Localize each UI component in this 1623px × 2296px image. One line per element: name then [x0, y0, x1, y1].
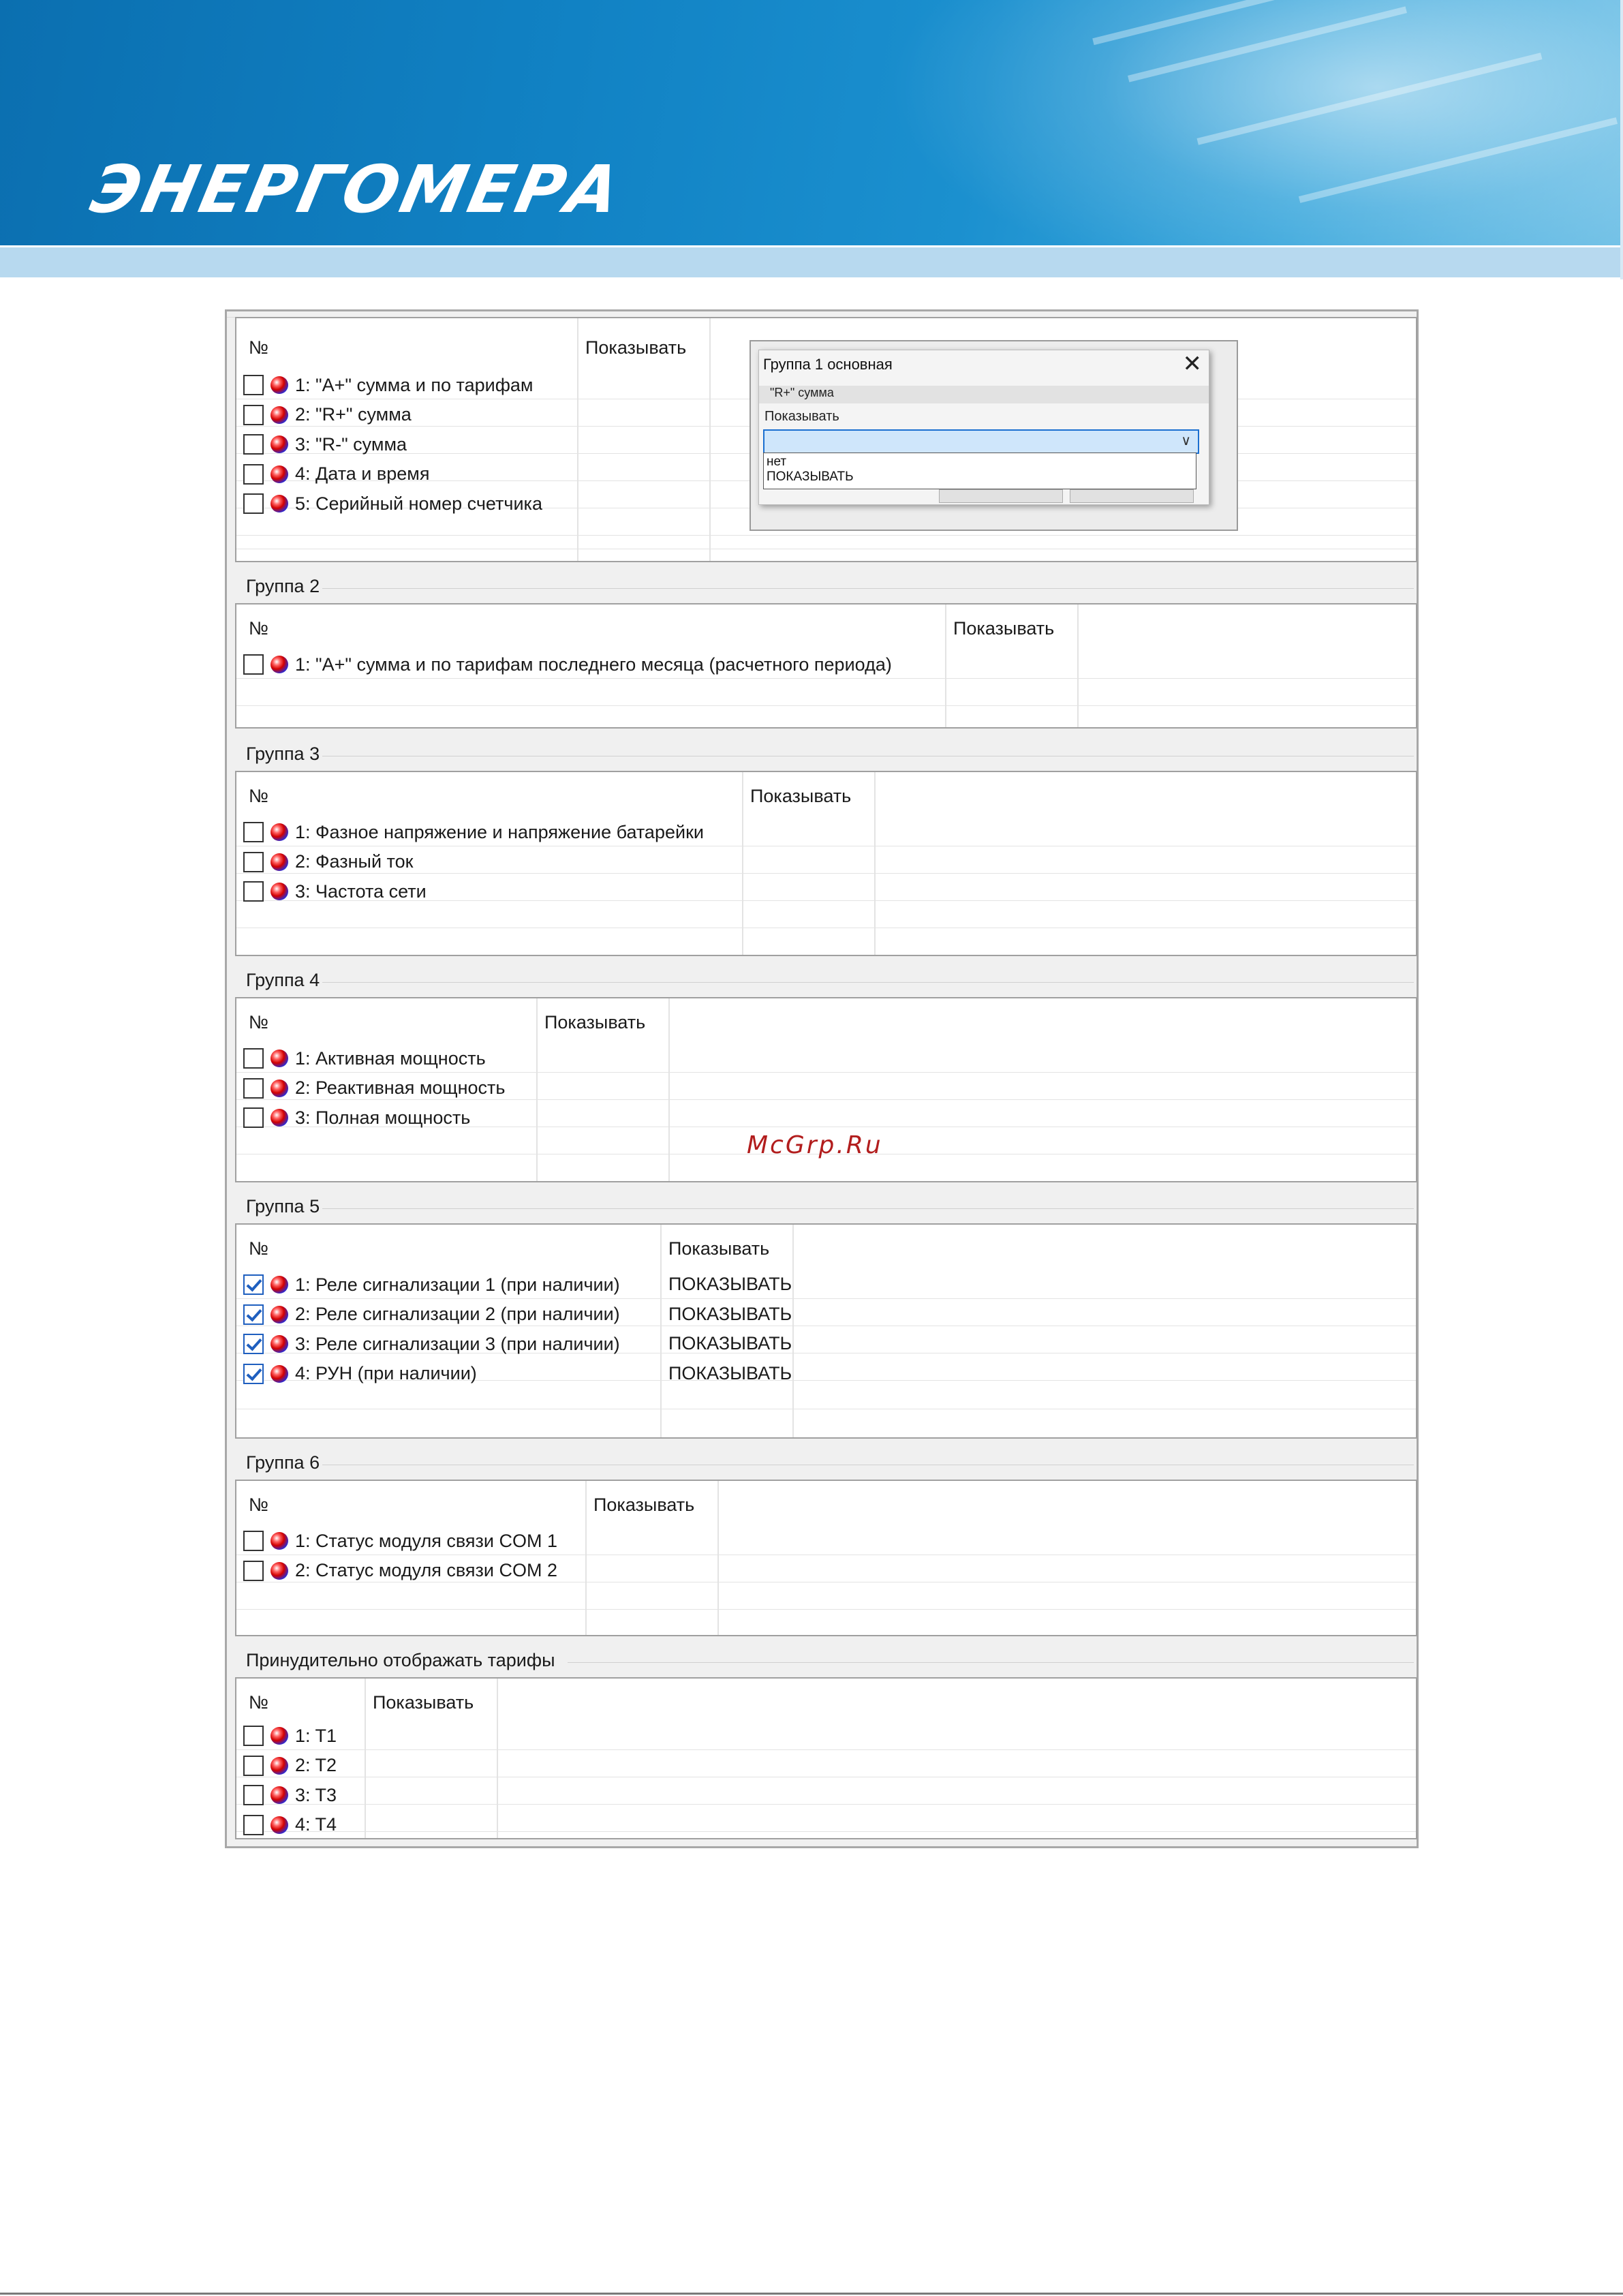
group-title-rule	[322, 982, 1414, 983]
row-label: 2: Реактивная мощность	[295, 1077, 506, 1098]
row-label: 2: T2	[295, 1755, 337, 1775]
column-header-show[interactable]: Показывать	[585, 337, 687, 358]
row-label: 1: "A+" сумма и по тарифам	[295, 374, 534, 395]
checkbox[interactable]	[243, 434, 264, 455]
column-separator	[717, 1481, 719, 1635]
table-row[interactable]	[243, 461, 429, 488]
close-icon[interactable]: ✕	[1182, 350, 1202, 378]
parameter-ball-icon	[270, 1727, 288, 1745]
settings-window	[225, 309, 1419, 1848]
checkbox[interactable]	[243, 852, 264, 872]
show-value-cell[interactable]: ПОКАЗЫВАТЬ	[668, 1303, 792, 1324]
row-label: 4: T4	[295, 1814, 337, 1835]
table-row[interactable]	[243, 1330, 620, 1358]
field-label: Показывать	[764, 409, 839, 424]
table-row[interactable]	[243, 1527, 557, 1555]
group-title: Группа 6	[246, 1452, 320, 1473]
checkbox-checked[interactable]	[243, 1274, 264, 1295]
parameter-ball-icon	[270, 1276, 288, 1294]
row-label: 1: "A+" сумма и по тарифам последнего месяца (расчетного периода)	[295, 654, 892, 675]
column-header-show[interactable]: Показывать	[593, 1495, 695, 1515]
column-header-show[interactable]: Показывать	[544, 1012, 646, 1032]
column-separator	[365, 1679, 366, 1838]
group-grid	[235, 603, 1417, 729]
column-separator	[660, 1225, 662, 1437]
column-separator	[585, 1481, 587, 1635]
table-row[interactable]	[243, 1781, 337, 1809]
row-label: 1: T1	[295, 1725, 337, 1746]
row-separator	[236, 1804, 1416, 1805]
checkbox[interactable]	[243, 375, 264, 395]
table-row[interactable]	[243, 1722, 337, 1749]
checkbox[interactable]	[243, 464, 264, 485]
group-title: Группа 4	[246, 970, 320, 990]
row-separator	[236, 535, 1416, 536]
checkbox[interactable]	[243, 405, 264, 425]
column-separator	[709, 318, 711, 561]
checkbox[interactable]	[243, 1815, 264, 1835]
group-title: Группа 2	[246, 576, 320, 596]
table-row[interactable]	[243, 818, 704, 846]
row-separator	[236, 1831, 1416, 1832]
parameter-ball-icon	[270, 465, 288, 483]
checkbox[interactable]	[243, 493, 264, 514]
parameter-ball-icon	[270, 1532, 288, 1550]
row-label: 1: Статус модуля связи COM 1	[295, 1530, 558, 1551]
table-row[interactable]	[243, 1301, 620, 1328]
checkbox[interactable]	[243, 1107, 264, 1128]
edit-dialog	[758, 350, 1209, 505]
row-separator	[236, 1749, 1416, 1750]
table-row[interactable]	[243, 431, 407, 458]
row-separator	[236, 873, 1416, 874]
header-banner	[0, 0, 1620, 245]
table-row[interactable]	[243, 1811, 337, 1839]
checkbox[interactable]	[243, 1531, 264, 1551]
group-title: Принудительно отображать тарифы	[246, 1650, 555, 1670]
group-title-rule	[322, 1208, 1414, 1209]
table-row[interactable]	[243, 371, 534, 399]
parameter-ball-icon	[270, 1335, 288, 1353]
watermark: McGrp.Ru	[747, 1131, 883, 1159]
group-grid	[235, 1480, 1417, 1636]
row-label: 2: Статус модуля связи COM 2	[295, 1560, 558, 1580]
row-label: 1: Активная мощность	[295, 1047, 486, 1069]
checkbox-checked[interactable]	[243, 1334, 264, 1354]
checkbox[interactable]	[243, 1561, 264, 1581]
parameter-ball-icon	[270, 406, 288, 424]
column-separator	[577, 318, 578, 561]
table-row[interactable]	[243, 1557, 557, 1585]
banner-glow	[886, 0, 1620, 245]
column-header-show[interactable]: Показывать	[668, 1238, 770, 1259]
parameter-ball-icon	[270, 1786, 288, 1804]
dropdown-list	[763, 453, 1196, 489]
table-row[interactable]	[243, 1104, 470, 1131]
checkbox[interactable]	[243, 1078, 264, 1099]
row-separator	[236, 1609, 1416, 1610]
row-label: 4: РУН (при наличии)	[295, 1363, 477, 1383]
checkbox[interactable]	[243, 654, 264, 675]
column-header-number[interactable]: №	[249, 786, 268, 806]
column-header-number[interactable]: №	[249, 337, 268, 358]
dialog-subtitle: "R+" сумма	[770, 386, 834, 399]
header-stripe	[0, 247, 1620, 277]
dialog-title: Группа 1 основная	[763, 356, 893, 373]
row-label: 3: T3	[295, 1784, 337, 1805]
row-separator	[236, 705, 1416, 706]
column-separator	[1077, 604, 1079, 727]
column-header-number[interactable]: №	[249, 1692, 268, 1713]
row-separator	[236, 678, 1416, 679]
column-separator	[945, 604, 946, 727]
row-label: 5: Серийный номер счетчика	[295, 493, 542, 514]
dropdown-option-show[interactable]: ПОКАЗЫВАТЬ	[767, 470, 854, 484]
show-value-cell[interactable]: ПОКАЗЫВАТЬ	[668, 1333, 792, 1353]
dropdown-option-none[interactable]: нет	[767, 455, 787, 469]
checkbox-checked[interactable]	[243, 1304, 264, 1325]
parameter-ball-icon	[270, 823, 288, 841]
parameter-ball-icon	[270, 1050, 288, 1067]
table-row[interactable]	[243, 1045, 486, 1072]
parameter-ball-icon	[270, 1757, 288, 1775]
table-row[interactable]	[243, 651, 892, 678]
table-row[interactable]	[243, 1360, 477, 1388]
checkbox[interactable]	[243, 822, 264, 842]
brand-logo: ЭНЕРГОМЕРА	[84, 151, 630, 228]
row-separator	[236, 1072, 1416, 1073]
row-label: 2: "R+" сумма	[295, 404, 412, 425]
parameter-ball-icon	[270, 1562, 288, 1580]
column-header-number[interactable]: №	[249, 1012, 268, 1032]
table-row[interactable]	[243, 848, 413, 876]
group-title: Группа 5	[246, 1196, 320, 1216]
group-grid	[235, 1223, 1417, 1439]
show-select[interactable]	[763, 429, 1199, 454]
cancel-button[interactable]	[1070, 489, 1194, 503]
checkbox[interactable]	[243, 1726, 264, 1746]
column-separator	[792, 1225, 794, 1437]
row-label: 4: Дата и время	[295, 463, 430, 484]
checkbox[interactable]	[243, 1048, 264, 1069]
table-row[interactable]	[243, 878, 427, 905]
group-title-rule	[322, 588, 1414, 589]
column-header-number[interactable]: №	[249, 1238, 268, 1259]
parameter-ball-icon	[270, 883, 288, 900]
parameter-ball-icon	[270, 1365, 288, 1383]
checkbox[interactable]	[243, 1785, 264, 1805]
row-label: 1: Реле сигнализации 1 (при наличии)	[295, 1274, 620, 1295]
show-value-cell[interactable]: ПОКАЗЫВАТЬ	[668, 1274, 792, 1294]
parameter-ball-icon	[270, 376, 288, 394]
group-grid	[235, 771, 1417, 956]
column-separator	[497, 1679, 498, 1838]
header-edge	[1620, 0, 1623, 279]
parameter-ball-icon	[270, 1080, 288, 1097]
column-header-show[interactable]: Показывать	[953, 618, 1055, 639]
checkbox-checked[interactable]	[243, 1364, 264, 1384]
checkbox[interactable]	[243, 1756, 264, 1776]
page-footer-line	[0, 2293, 1623, 2295]
row-label: 3: "R-" сумма	[295, 433, 407, 455]
show-value-cell[interactable]: ПОКАЗЫВАТЬ	[668, 1362, 792, 1383]
row-label: 2: Фазный ток	[295, 851, 414, 872]
row-label: 3: Частота сети	[295, 881, 427, 902]
row-separator	[236, 1298, 1416, 1299]
parameter-ball-icon	[270, 435, 288, 453]
table-row[interactable]	[243, 1752, 337, 1779]
table-row[interactable]	[243, 1075, 505, 1102]
group-title: Группа 3	[246, 744, 320, 764]
table-row[interactable]	[243, 1271, 620, 1298]
row-label: 3: Реле сигнализации 3 (при наличии)	[295, 1333, 620, 1354]
table-row[interactable]	[243, 490, 542, 517]
chevron-down-icon[interactable]: ∨	[1181, 432, 1191, 448]
checkbox[interactable]	[243, 881, 264, 902]
group-grid	[235, 1677, 1417, 1839]
parameter-ball-icon	[270, 853, 288, 871]
column-header-show[interactable]: Показывать	[750, 786, 852, 806]
column-header-number[interactable]: №	[249, 1495, 268, 1515]
table-row[interactable]	[243, 401, 412, 429]
row-label: 2: Реле сигнализации 2 (при наличии)	[295, 1304, 620, 1324]
parameter-ball-icon	[270, 495, 288, 512]
column-header-show[interactable]: Показывать	[373, 1692, 474, 1713]
group-title-rule	[568, 1662, 1414, 1663]
row-label: 1: Фазное напряжение и напряжение батарейки	[295, 821, 704, 842]
parameter-ball-icon	[270, 1306, 288, 1323]
row-label: 3: Полная мощность	[295, 1107, 471, 1128]
ok-button[interactable]	[939, 489, 1063, 503]
parameter-ball-icon	[270, 656, 288, 673]
parameter-ball-icon	[270, 1816, 288, 1834]
column-header-number[interactable]: №	[249, 618, 268, 639]
parameter-ball-icon	[270, 1109, 288, 1127]
